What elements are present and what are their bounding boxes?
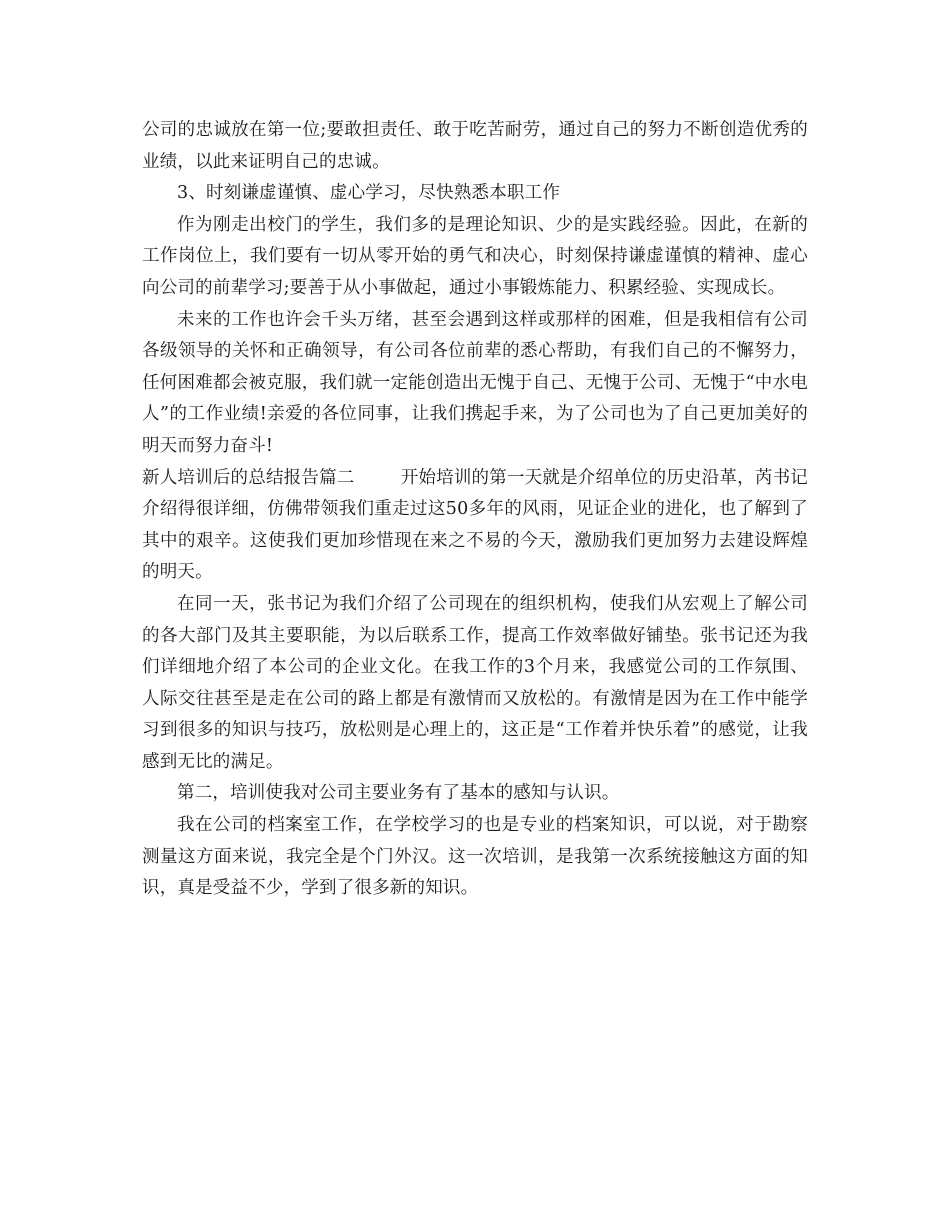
paragraph-future-work: 未来的工作也许会千头万绪，甚至会遇到这样或那样的困难，但是我相信有公司各级领导的关怀和正确领导，有公司各位前辈的悉心帮助，有我们自己的不懈努力，任何困难都会被克服，我们就一定能创造出无愧于自己、无愧于公司、无愧于“中水电人”的工作业绩!亲爱的各位同事，让我们携起手来，为了公司也为了自己更加美好的明天而努力奋斗! xyxy=(142,309,808,456)
report-part-two-text: 开始培训的第一天就是介绍单位的历史沿革，芮书记介绍得很详细，仿佛带领我们重走过这50多年的风雨，见证企业的进化，也了解到了其中的艰辛。这使我们更加珍惜现在来之不易的今天，激励我们更加努力去建设辉煌的明天。 xyxy=(142,467,808,583)
report-part-two-title: 新人培训后的总结报告篇二 xyxy=(142,467,355,488)
paragraph-archive-work: 我在公司的档案室工作，在学校学习的也是专业的档案知识，可以说，对于勘察测量这方面来说，我完全是个门外汉。这一次培训，是我第一次系统接触这方面的知识，真是受益不少，学到了很多新的知识。 xyxy=(142,815,808,899)
paragraph-new-graduate: 作为刚走出校门的学生，我们多的是理论知识、少的是实践经验。因此，在新的工作岗位上，我们要有一切从零开始的勇气和决心，时刻保持谦虚谨慎的精神、虚心向公司的前辈学习;要善于从小事做起，通过小事锻炼能力、积累经验、实现成长。 xyxy=(142,214,808,298)
section-heading-humble-learning: 3、时刻谦虚谨慎、虚心学习，尽快熟悉本职工作 xyxy=(177,183,561,204)
paragraph-second-point: 第二，培训使我对公司主要业务有了基本的感知与认识。 xyxy=(177,783,620,804)
document-body xyxy=(142,115,808,905)
paragraph-loyalty-continued: 公司的忠诚放在第一位;要敢担责任、敢于吃苦耐劳，通过自己的努力不断创造优秀的业绩，以此来证明自己的忠诚。 xyxy=(142,120,808,172)
paragraph-organization-intro: 在同一天，张书记为我们介绍了公司现在的组织机构，使我们从宏观上了解公司的各大部门及其主要职能，为以后联系工作，提高工作效率做好铺垫。张书记还为我们详细地介绍了本公司的企业文化。在我工作的3个月来，我感觉公司的工作氛围、人际交往甚至是走在公司的路上都是有激情而又放松的。有激情是因为在工作中能学习到很多的知识与技巧，放松则是心理上的，这正是“工作着并快乐着”的感觉，让我感到无比的满足。 xyxy=(142,593,808,772)
title-gap xyxy=(355,468,401,488)
paragraph-report-part-two xyxy=(142,463,808,589)
